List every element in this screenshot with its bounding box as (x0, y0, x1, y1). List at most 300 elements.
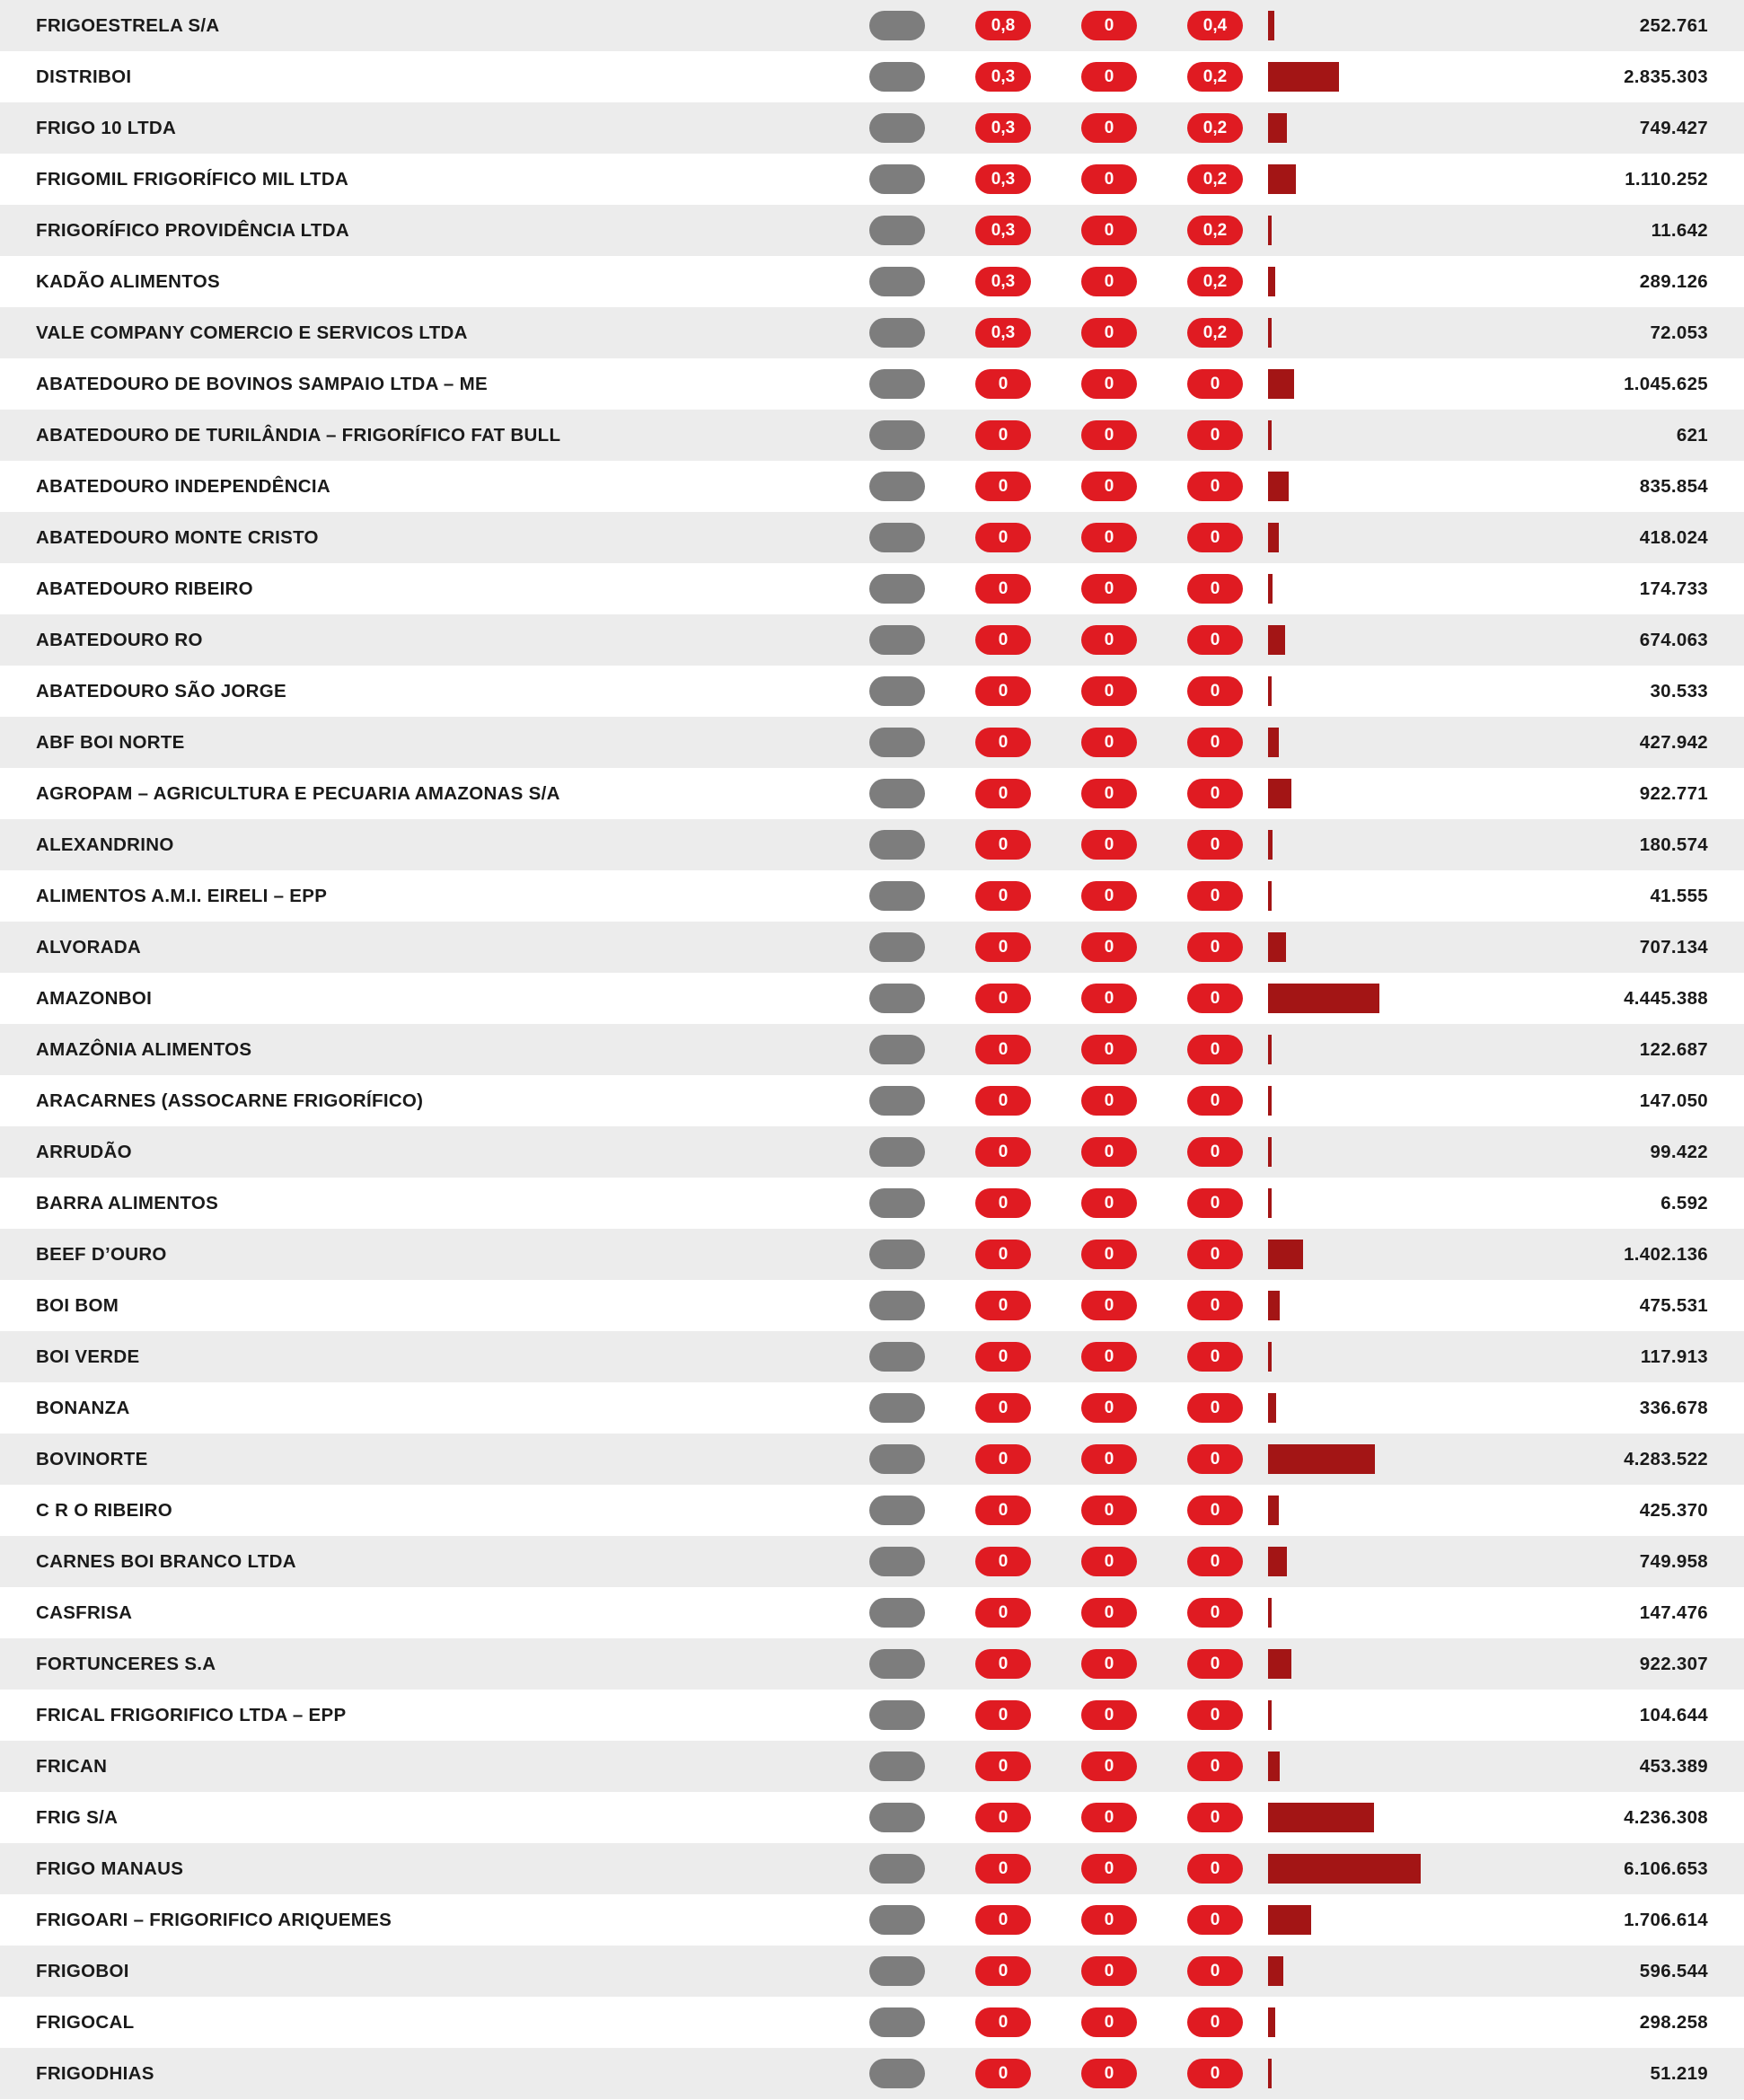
volume-bar-track (1268, 819, 1519, 870)
volume-bar-track (1268, 1792, 1519, 1843)
indicator-3-cell (1162, 1997, 1268, 2048)
indicator-2-cell (1056, 1485, 1162, 1536)
indicator-1-cell (950, 1536, 1056, 1587)
status-badge (869, 2059, 925, 2088)
value-cell: 252.761 (1639, 14, 1708, 36)
indicator-1-cell (950, 1690, 1056, 1741)
volume-bar-cell (1268, 717, 1519, 768)
volume-bar-track (1268, 768, 1519, 819)
volume-bar-track (1268, 256, 1519, 307)
indicator-1-badge: 0,3 (975, 164, 1031, 194)
indicator-2-cell (1056, 307, 1162, 358)
table-row (0, 1485, 1744, 1536)
indicator-2-cell (1056, 614, 1162, 666)
company-name: ABATEDOURO DE BOVINOS SAMPAIO LTDA – ME (36, 373, 488, 394)
volume-bar-cell (1268, 1587, 1519, 1638)
value-cell: 147.476 (1639, 1601, 1708, 1623)
indicator-3-cell (1162, 256, 1268, 307)
company-name: CASFRISA (36, 1601, 133, 1623)
value-cell: 2.835.303 (1624, 66, 1708, 87)
volume-bar (1268, 1342, 1272, 1372)
status-pill-cell (844, 922, 950, 973)
volume-bar-cell (1268, 1434, 1519, 1485)
indicator-1-cell (950, 307, 1056, 358)
indicator-3-badge: 0 (1187, 1854, 1243, 1884)
company-name: FRIGORÍFICO PROVIDÊNCIA LTDA (36, 219, 349, 241)
volume-bar-cell (1268, 2048, 1519, 2099)
indicator-1-cell (950, 512, 1056, 563)
volume-bar-track (1268, 0, 1519, 51)
indicator-2-cell (1056, 51, 1162, 102)
volume-bar (1268, 164, 1296, 194)
status-pill-cell (844, 973, 950, 1024)
volume-bar (1268, 1803, 1374, 1832)
indicator-3-cell (1162, 1485, 1268, 1536)
indicator-2-badge: 0 (1081, 1496, 1137, 1525)
value-cell: 418.024 (1639, 526, 1708, 548)
company-name: ARACARNES (ASSOCARNE FRIGORÍFICO) (36, 1090, 424, 1111)
indicator-3-badge: 0 (1187, 1137, 1243, 1167)
volume-bar-cell (1268, 1638, 1519, 1690)
value-cell: 174.733 (1639, 578, 1708, 599)
volume-bar-cell (1268, 205, 1519, 256)
indicator-3-badge: 0 (1187, 420, 1243, 450)
volume-bar (1268, 62, 1339, 92)
indicator-2-badge: 0 (1081, 932, 1137, 962)
indicator-2-cell (1056, 256, 1162, 307)
volume-bar-cell (1268, 1075, 1519, 1126)
indicator-2-cell (1056, 1229, 1162, 1280)
status-pill-cell (844, 768, 950, 819)
volume-bar-cell (1268, 1741, 1519, 1792)
indicator-1-badge: 0 (975, 1291, 1031, 1320)
volume-bar-cell (1268, 1382, 1519, 1434)
status-pill-cell (844, 1843, 950, 1894)
indicator-2-cell (1056, 1536, 1162, 1587)
table-row (0, 1894, 1744, 1946)
indicator-3-cell (1162, 1178, 1268, 1229)
status-badge (869, 1240, 925, 1269)
company-name: AMAZÔNIA ALIMENTOS (36, 1038, 252, 1060)
indicator-3-cell (1162, 358, 1268, 410)
company-name: FRIGOBOI (36, 1960, 129, 1981)
table-row (0, 410, 1744, 461)
volume-bar (1268, 318, 1272, 348)
indicator-2-badge: 0 (1081, 625, 1137, 655)
status-badge (869, 62, 925, 92)
value-cell: 922.771 (1639, 782, 1708, 804)
status-badge (869, 1035, 925, 1064)
volume-bar-cell (1268, 461, 1519, 512)
indicator-2-cell (1056, 1741, 1162, 1792)
indicator-2-badge: 0 (1081, 1547, 1137, 1576)
indicator-1-cell (950, 870, 1056, 922)
value-cell: 41.555 (1650, 885, 1708, 906)
volume-bar-cell (1268, 410, 1519, 461)
indicator-3-badge: 0 (1187, 574, 1243, 604)
volume-bar-track (1268, 1741, 1519, 1792)
indicator-3-badge: 0,2 (1187, 62, 1243, 92)
indicator-1-badge: 0 (975, 1905, 1031, 1935)
indicator-2-badge: 0 (1081, 216, 1137, 245)
indicator-3-badge: 0 (1187, 1240, 1243, 1269)
table-row (0, 1229, 1744, 1280)
status-pill-cell (844, 666, 950, 717)
value-cell: 427.942 (1639, 731, 1708, 753)
indicator-2-badge: 0 (1081, 1905, 1137, 1935)
indicator-3-badge: 0,4 (1187, 11, 1243, 40)
volume-bar-track (1268, 1638, 1519, 1690)
indicator-2-badge: 0 (1081, 728, 1137, 757)
indicator-1-cell (950, 1331, 1056, 1382)
volume-bar-cell (1268, 1126, 1519, 1178)
indicator-1-cell (950, 563, 1056, 614)
volume-bar-cell (1268, 614, 1519, 666)
indicator-1-cell (950, 1638, 1056, 1690)
value-cell: 30.533 (1650, 680, 1708, 701)
volume-bar (1268, 625, 1285, 655)
indicator-2-badge: 0 (1081, 267, 1137, 296)
value-cell: 4.445.388 (1624, 987, 1708, 1009)
volume-bar (1268, 1547, 1287, 1576)
company-name: FRIGOMIL FRIGORÍFICO MIL LTDA (36, 168, 349, 190)
company-name: DISTRIBOI (36, 66, 132, 87)
indicator-2-cell (1056, 1792, 1162, 1843)
status-badge (869, 369, 925, 399)
indicator-3-badge: 0,2 (1187, 164, 1243, 194)
indicator-3-badge: 0,2 (1187, 216, 1243, 245)
status-badge (869, 164, 925, 194)
indicator-2-badge: 0 (1081, 1649, 1137, 1679)
value-cell: 4.283.522 (1624, 1448, 1708, 1469)
volume-bar-cell (1268, 973, 1519, 1024)
indicator-1-badge: 0 (975, 1086, 1031, 1116)
table-row (0, 1638, 1744, 1690)
indicator-1-cell (950, 102, 1056, 154)
volume-bar-cell (1268, 1894, 1519, 1946)
table-row (0, 154, 1744, 205)
indicator-3-badge: 0,2 (1187, 267, 1243, 296)
indicator-3-cell (1162, 1843, 1268, 1894)
volume-bar-cell (1268, 870, 1519, 922)
table-row (0, 2048, 1744, 2099)
indicator-2-cell (1056, 1126, 1162, 1178)
company-name: FRIG S/A (36, 1806, 119, 1828)
status-pill-cell (844, 870, 950, 922)
status-pill-cell (844, 1894, 950, 1946)
status-badge (869, 881, 925, 911)
status-badge (869, 1188, 925, 1218)
volume-bar-cell (1268, 154, 1519, 205)
indicator-2-cell (1056, 666, 1162, 717)
table-row (0, 1331, 1744, 1382)
indicator-3-cell (1162, 973, 1268, 1024)
volume-bar-cell (1268, 1280, 1519, 1331)
volume-bar (1268, 1598, 1272, 1628)
company-name: KADÃO ALIMENTOS (36, 270, 220, 292)
volume-bar-track (1268, 1075, 1519, 1126)
value-cell: 99.422 (1650, 1141, 1708, 1162)
company-name: AGROPAM – AGRICULTURA E PECUARIA AMAZONAS S/A (36, 782, 560, 804)
value-cell: 147.050 (1639, 1090, 1708, 1111)
volume-bar-cell (1268, 819, 1519, 870)
status-pill-cell (844, 1075, 950, 1126)
indicator-3-badge: 0,2 (1187, 113, 1243, 143)
indicator-1-badge: 0 (975, 574, 1031, 604)
status-pill-cell (844, 102, 950, 154)
indicator-2-cell (1056, 1331, 1162, 1382)
status-pill-cell (844, 154, 950, 205)
indicator-1-cell (950, 1126, 1056, 1178)
table-row (0, 717, 1744, 768)
status-badge (869, 1700, 925, 1730)
status-badge (869, 1803, 925, 1832)
table-row (0, 358, 1744, 410)
volume-bar-track (1268, 461, 1519, 512)
volume-bar (1268, 574, 1273, 604)
indicator-3-badge: 0 (1187, 676, 1243, 706)
status-pill-cell (844, 717, 950, 768)
indicator-1-badge: 0 (975, 1035, 1031, 1064)
volume-bar-cell (1268, 922, 1519, 973)
indicator-1-badge: 0,3 (975, 318, 1031, 348)
indicator-2-cell (1056, 1434, 1162, 1485)
volume-bar (1268, 676, 1272, 706)
table-row (0, 1382, 1744, 1434)
indicator-2-cell (1056, 102, 1162, 154)
volume-bar-track (1268, 2048, 1519, 2099)
status-badge (869, 830, 925, 860)
value-cell: 72.053 (1650, 322, 1708, 343)
status-badge (869, 574, 925, 604)
volume-bar-cell (1268, 1792, 1519, 1843)
table-row (0, 1741, 1744, 1792)
indicator-2-cell (1056, 512, 1162, 563)
status-pill-cell (844, 1485, 950, 1536)
indicator-1-badge: 0 (975, 932, 1031, 962)
company-name: ABATEDOURO INDEPENDÊNCIA (36, 475, 331, 497)
indicator-2-badge: 0 (1081, 574, 1137, 604)
indicator-2-cell (1056, 1946, 1162, 1997)
indicator-3-cell (1162, 1741, 1268, 1792)
status-badge (869, 779, 925, 808)
status-pill-cell (844, 410, 950, 461)
volume-bar (1268, 1444, 1375, 1474)
volume-bar-track (1268, 1843, 1519, 1894)
volume-bar (1268, 369, 1294, 399)
status-pill-cell (844, 1178, 950, 1229)
value-cell: 749.427 (1639, 117, 1708, 138)
indicator-3-badge: 0 (1187, 1598, 1243, 1628)
status-pill-cell (844, 1741, 950, 1792)
indicator-2-cell (1056, 410, 1162, 461)
indicator-1-cell (950, 358, 1056, 410)
indicator-1-cell (950, 666, 1056, 717)
indicator-2-badge: 0 (1081, 1342, 1137, 1372)
indicator-2-badge: 0 (1081, 676, 1137, 706)
indicator-1-badge: 0 (975, 1188, 1031, 1218)
volume-bar-track (1268, 154, 1519, 205)
indicator-3-badge: 0 (1187, 932, 1243, 962)
status-pill-cell (844, 1792, 950, 1843)
indicator-3-badge: 0 (1187, 1035, 1243, 1064)
indicator-2-badge: 0 (1081, 984, 1137, 1013)
volume-bar-track (1268, 717, 1519, 768)
indicator-3-cell (1162, 922, 1268, 973)
volume-bar-track (1268, 1126, 1519, 1178)
indicator-2-cell (1056, 819, 1162, 870)
indicator-3-cell (1162, 1946, 1268, 1997)
volume-bar (1268, 1137, 1272, 1167)
volume-bar (1268, 1751, 1280, 1781)
indicator-1-badge: 0 (975, 369, 1031, 399)
status-badge (869, 216, 925, 245)
indicator-2-badge: 0 (1081, 1751, 1137, 1781)
volume-bar-track (1268, 1229, 1519, 1280)
status-badge (869, 420, 925, 450)
indicator-1-badge: 0 (975, 625, 1031, 655)
indicator-1-cell (950, 973, 1056, 1024)
indicator-1-cell (950, 51, 1056, 102)
indicator-3-cell (1162, 1690, 1268, 1741)
volume-bar-track (1268, 1690, 1519, 1741)
indicator-2-cell (1056, 1178, 1162, 1229)
value-cell: 922.307 (1639, 1653, 1708, 1674)
indicator-1-badge: 0 (975, 881, 1031, 911)
company-name: FRIGOESTRELA S/A (36, 14, 220, 36)
indicator-3-cell (1162, 1126, 1268, 1178)
company-name: ALIMENTOS A.M.I. EIRELI – EPP (36, 885, 328, 906)
indicator-1-badge: 0 (975, 1751, 1031, 1781)
volume-bar (1268, 1188, 1272, 1218)
company-name: FRICAN (36, 1755, 108, 1777)
indicator-2-badge: 0 (1081, 1035, 1137, 1064)
indicator-3-badge: 0 (1187, 984, 1243, 1013)
status-pill-cell (844, 2048, 950, 2099)
indicator-2-cell (1056, 1997, 1162, 2048)
status-pill-cell (844, 1280, 950, 1331)
table-row (0, 512, 1744, 563)
volume-bar-track (1268, 1331, 1519, 1382)
volume-bar-cell (1268, 1178, 1519, 1229)
volume-bar (1268, 1905, 1311, 1935)
status-badge (869, 1547, 925, 1576)
indicator-2-badge: 0 (1081, 2007, 1137, 2037)
indicator-2-cell (1056, 717, 1162, 768)
indicator-2-badge: 0 (1081, 420, 1137, 450)
table-row (0, 1690, 1744, 1741)
table-row (0, 614, 1744, 666)
volume-bar-track (1268, 410, 1519, 461)
indicator-2-badge: 0 (1081, 1700, 1137, 1730)
company-name: ARRUDÃO (36, 1141, 132, 1162)
indicator-2-cell (1056, 154, 1162, 205)
status-pill-cell (844, 1536, 950, 1587)
indicator-1-badge: 0 (975, 523, 1031, 552)
indicator-3-cell (1162, 512, 1268, 563)
volume-bar-track (1268, 666, 1519, 717)
company-name: BOVINORTE (36, 1448, 148, 1469)
indicator-3-cell (1162, 1075, 1268, 1126)
company-name: AMAZONBOI (36, 987, 153, 1009)
value-cell: 289.126 (1639, 270, 1708, 292)
indicator-1-cell (950, 1280, 1056, 1331)
indicator-2-badge: 0 (1081, 779, 1137, 808)
volume-bar (1268, 1240, 1303, 1269)
volume-bar (1268, 984, 1379, 1013)
indicator-2-cell (1056, 1690, 1162, 1741)
indicator-1-cell (950, 154, 1056, 205)
company-name: FORTUNCERES S.A (36, 1653, 216, 1674)
volume-bar-track (1268, 205, 1519, 256)
indicator-1-badge: 0 (975, 2007, 1031, 2037)
indicator-1-badge: 0 (975, 779, 1031, 808)
indicator-3-cell (1162, 205, 1268, 256)
indicator-3-cell (1162, 717, 1268, 768)
status-pill-cell (844, 307, 950, 358)
indicator-3-cell (1162, 870, 1268, 922)
volume-bar (1268, 267, 1275, 296)
value-cell: 621 (1676, 424, 1708, 446)
company-name: BARRA ALIMENTOS (36, 1192, 219, 1213)
indicator-3-cell (1162, 154, 1268, 205)
company-name: CARNES BOI BRANCO LTDA (36, 1550, 296, 1572)
table-row (0, 1587, 1744, 1638)
volume-bar (1268, 1291, 1280, 1320)
indicator-1-cell (950, 0, 1056, 51)
company-name: ABATEDOURO MONTE CRISTO (36, 526, 319, 548)
indicator-3-cell (1162, 1638, 1268, 1690)
indicator-2-badge: 0 (1081, 472, 1137, 501)
indicator-2-cell (1056, 1382, 1162, 1434)
company-name: C R O RIBEIRO (36, 1499, 172, 1521)
volume-bar-track (1268, 102, 1519, 154)
indicator-1-badge: 0 (975, 1444, 1031, 1474)
company-name: BEEF D’OURO (36, 1243, 167, 1265)
indicator-1-badge: 0 (975, 420, 1031, 450)
value-cell: 117.913 (1640, 1346, 1708, 1367)
indicator-1-badge: 0 (975, 1342, 1031, 1372)
volume-bar-track (1268, 1280, 1519, 1331)
indicator-1-badge: 0,3 (975, 216, 1031, 245)
indicator-3-badge: 0 (1187, 728, 1243, 757)
volume-bar-cell (1268, 1536, 1519, 1587)
status-pill-cell (844, 51, 950, 102)
value-cell: 11.642 (1651, 219, 1708, 241)
table-row (0, 102, 1744, 154)
volume-bar-track (1268, 1536, 1519, 1587)
indicator-1-badge: 0 (975, 1649, 1031, 1679)
volume-bar (1268, 216, 1272, 245)
indicator-3-cell (1162, 1331, 1268, 1382)
volume-bar (1268, 113, 1287, 143)
indicator-1-badge: 0 (975, 1547, 1031, 1576)
indicator-1-badge: 0 (975, 830, 1031, 860)
value-cell: 122.687 (1639, 1038, 1708, 1060)
volume-bar (1268, 830, 1273, 860)
indicator-2-badge: 0 (1081, 1393, 1137, 1423)
value-cell: 835.854 (1639, 475, 1708, 497)
value-cell: 1.706.614 (1624, 1909, 1708, 1930)
volume-bar-track (1268, 1382, 1519, 1434)
value-cell: 707.134 (1639, 936, 1708, 957)
indicator-3-badge: 0 (1187, 369, 1243, 399)
indicator-3-badge: 0 (1187, 1700, 1243, 1730)
indicator-1-cell (950, 1178, 1056, 1229)
company-name: BOI VERDE (36, 1346, 140, 1367)
indicator-2-badge: 0 (1081, 1854, 1137, 1884)
status-badge (869, 2007, 925, 2037)
